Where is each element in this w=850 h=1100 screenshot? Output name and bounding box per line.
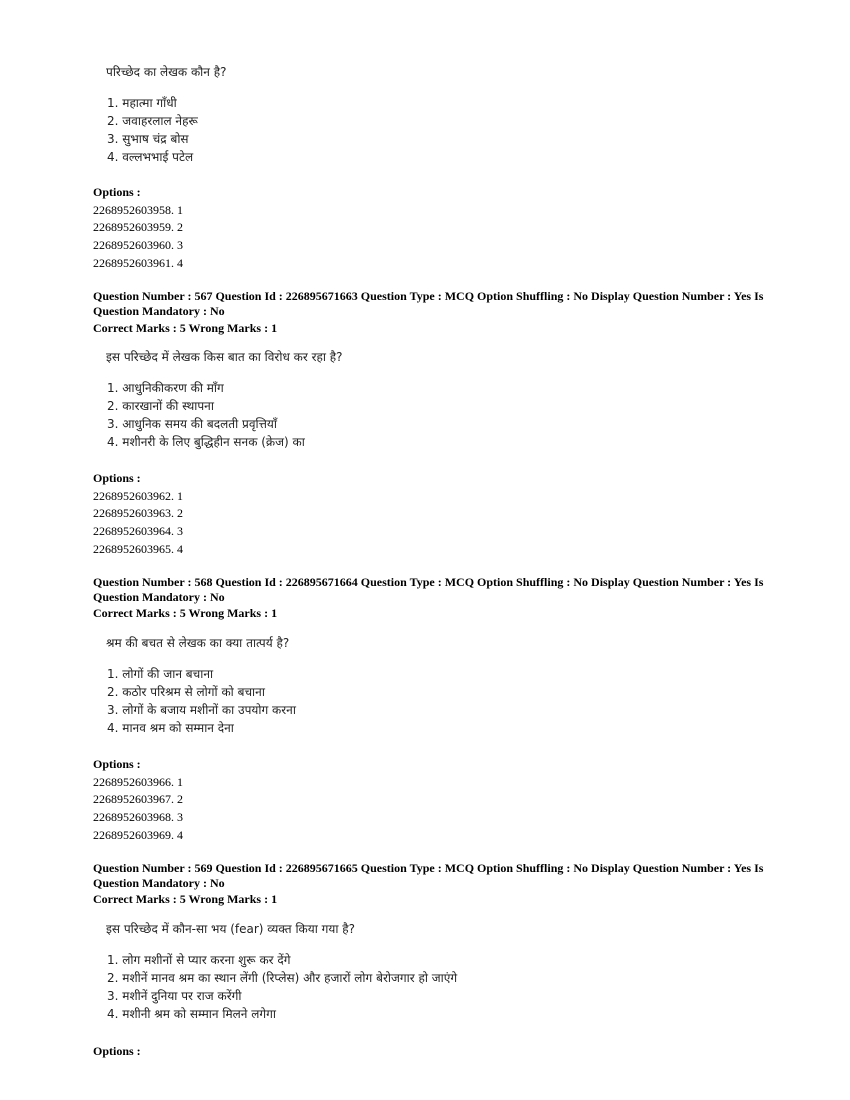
question-text: श्रम की बचत से लेखक का क्या तात्पर्य है? xyxy=(106,636,290,650)
choice-3: 3. लोगों के बजाय मशीनों का उपयोग करना xyxy=(107,703,296,717)
question-meta: Question Number : 568 Question Id : 226895671664 Question Type : MCQ Option Shuffling : No Display Question Number : Yes Is Question Mandatory : No xyxy=(93,575,764,604)
choice-4: 4. वल्लभभाई पटेल xyxy=(107,150,194,164)
option-id: 2268952603964. 3 xyxy=(93,524,183,538)
option-id: 2268952603961. 4 xyxy=(93,256,183,270)
option-id: 2268952603966. 1 xyxy=(93,775,183,789)
option-id: 2268952603968. 3 xyxy=(93,810,183,824)
choice-2: 2. जवाहरलाल नेहरू xyxy=(107,114,198,128)
choice-4: 4. मशीनरी के लिए बुद्धिहीन सनक (क्रेज) का xyxy=(107,435,305,449)
choice-1: 1. महात्मा गाँधी xyxy=(107,96,177,110)
option-id: 2268952603963. 2 xyxy=(93,506,183,520)
choice-3: 3. मशीनें दुनिया पर राज करेंगी xyxy=(107,989,242,1003)
choice-1: 1. लोगों की जान बचाना xyxy=(107,667,214,681)
option-id: 2268952603965. 4 xyxy=(93,542,183,556)
option-id: 2268952603959. 2 xyxy=(93,220,183,234)
options-label: Options : xyxy=(93,185,141,199)
choice-3: 3. आधुनिक समय की बदलती प्रवृत्तियाँ xyxy=(107,417,277,431)
option-id: 2268952603967. 2 xyxy=(93,792,183,806)
option-id: 2268952603960. 3 xyxy=(93,238,183,252)
marks-line: Correct Marks : 5 Wrong Marks : 1 xyxy=(93,606,278,620)
choice-2: 2. कारखानों की स्थापना xyxy=(107,399,214,413)
choice-4: 4. मानव श्रम को सम्मान देना xyxy=(107,721,234,735)
options-label: Options : xyxy=(93,757,141,771)
option-id: 2268952603962. 1 xyxy=(93,489,183,503)
marks-line: Correct Marks : 5 Wrong Marks : 1 xyxy=(93,892,278,906)
choice-4: 4. मशीनी श्रम को सम्मान मिलने लगेगा xyxy=(107,1007,277,1021)
choice-2: 2. मशीनें मानव श्रम का स्थान लेंगी (रिप्लेस) और हजारों लोग बेरोजगार हो जाएंगे xyxy=(107,971,458,985)
option-id: 2268952603969. 4 xyxy=(93,828,183,842)
choice-1: 1. लोग मशीनों से प्यार करना शुरू कर देंगे xyxy=(107,953,291,967)
options-label: Options : xyxy=(93,1044,141,1058)
question-meta: Question Number : 569 Question Id : 226895671665 Question Type : MCQ Option Shuffling : No Display Question Number : Yes Is Question Mandatory : No xyxy=(93,861,764,890)
question-text: इस परिच्छेद में लेखक किस बात का विरोध कर रहा है? xyxy=(106,350,343,364)
options-label: Options : xyxy=(93,471,141,485)
marks-line: Correct Marks : 5 Wrong Marks : 1 xyxy=(93,321,278,335)
choice-1: 1. आधुनिकीकरण की माँग xyxy=(107,381,224,395)
option-id: 2268952603958. 1 xyxy=(93,203,183,217)
question-meta: Question Number : 567 Question Id : 226895671663 Question Type : MCQ Option Shuffling : No Display Question Number : Yes Is Question Mandatory : No xyxy=(93,289,764,318)
choice-3: 3. सुभाष चंद्र बोस xyxy=(107,132,189,146)
question-text: इस परिच्छेद में कौन-सा भय (fear) व्यक्त किया गया है? xyxy=(106,922,356,936)
choice-2: 2. कठोर परिश्रम से लोगों को बचाना xyxy=(107,685,265,699)
question-text: परिच्छेद का लेखक कौन है? xyxy=(106,65,227,79)
